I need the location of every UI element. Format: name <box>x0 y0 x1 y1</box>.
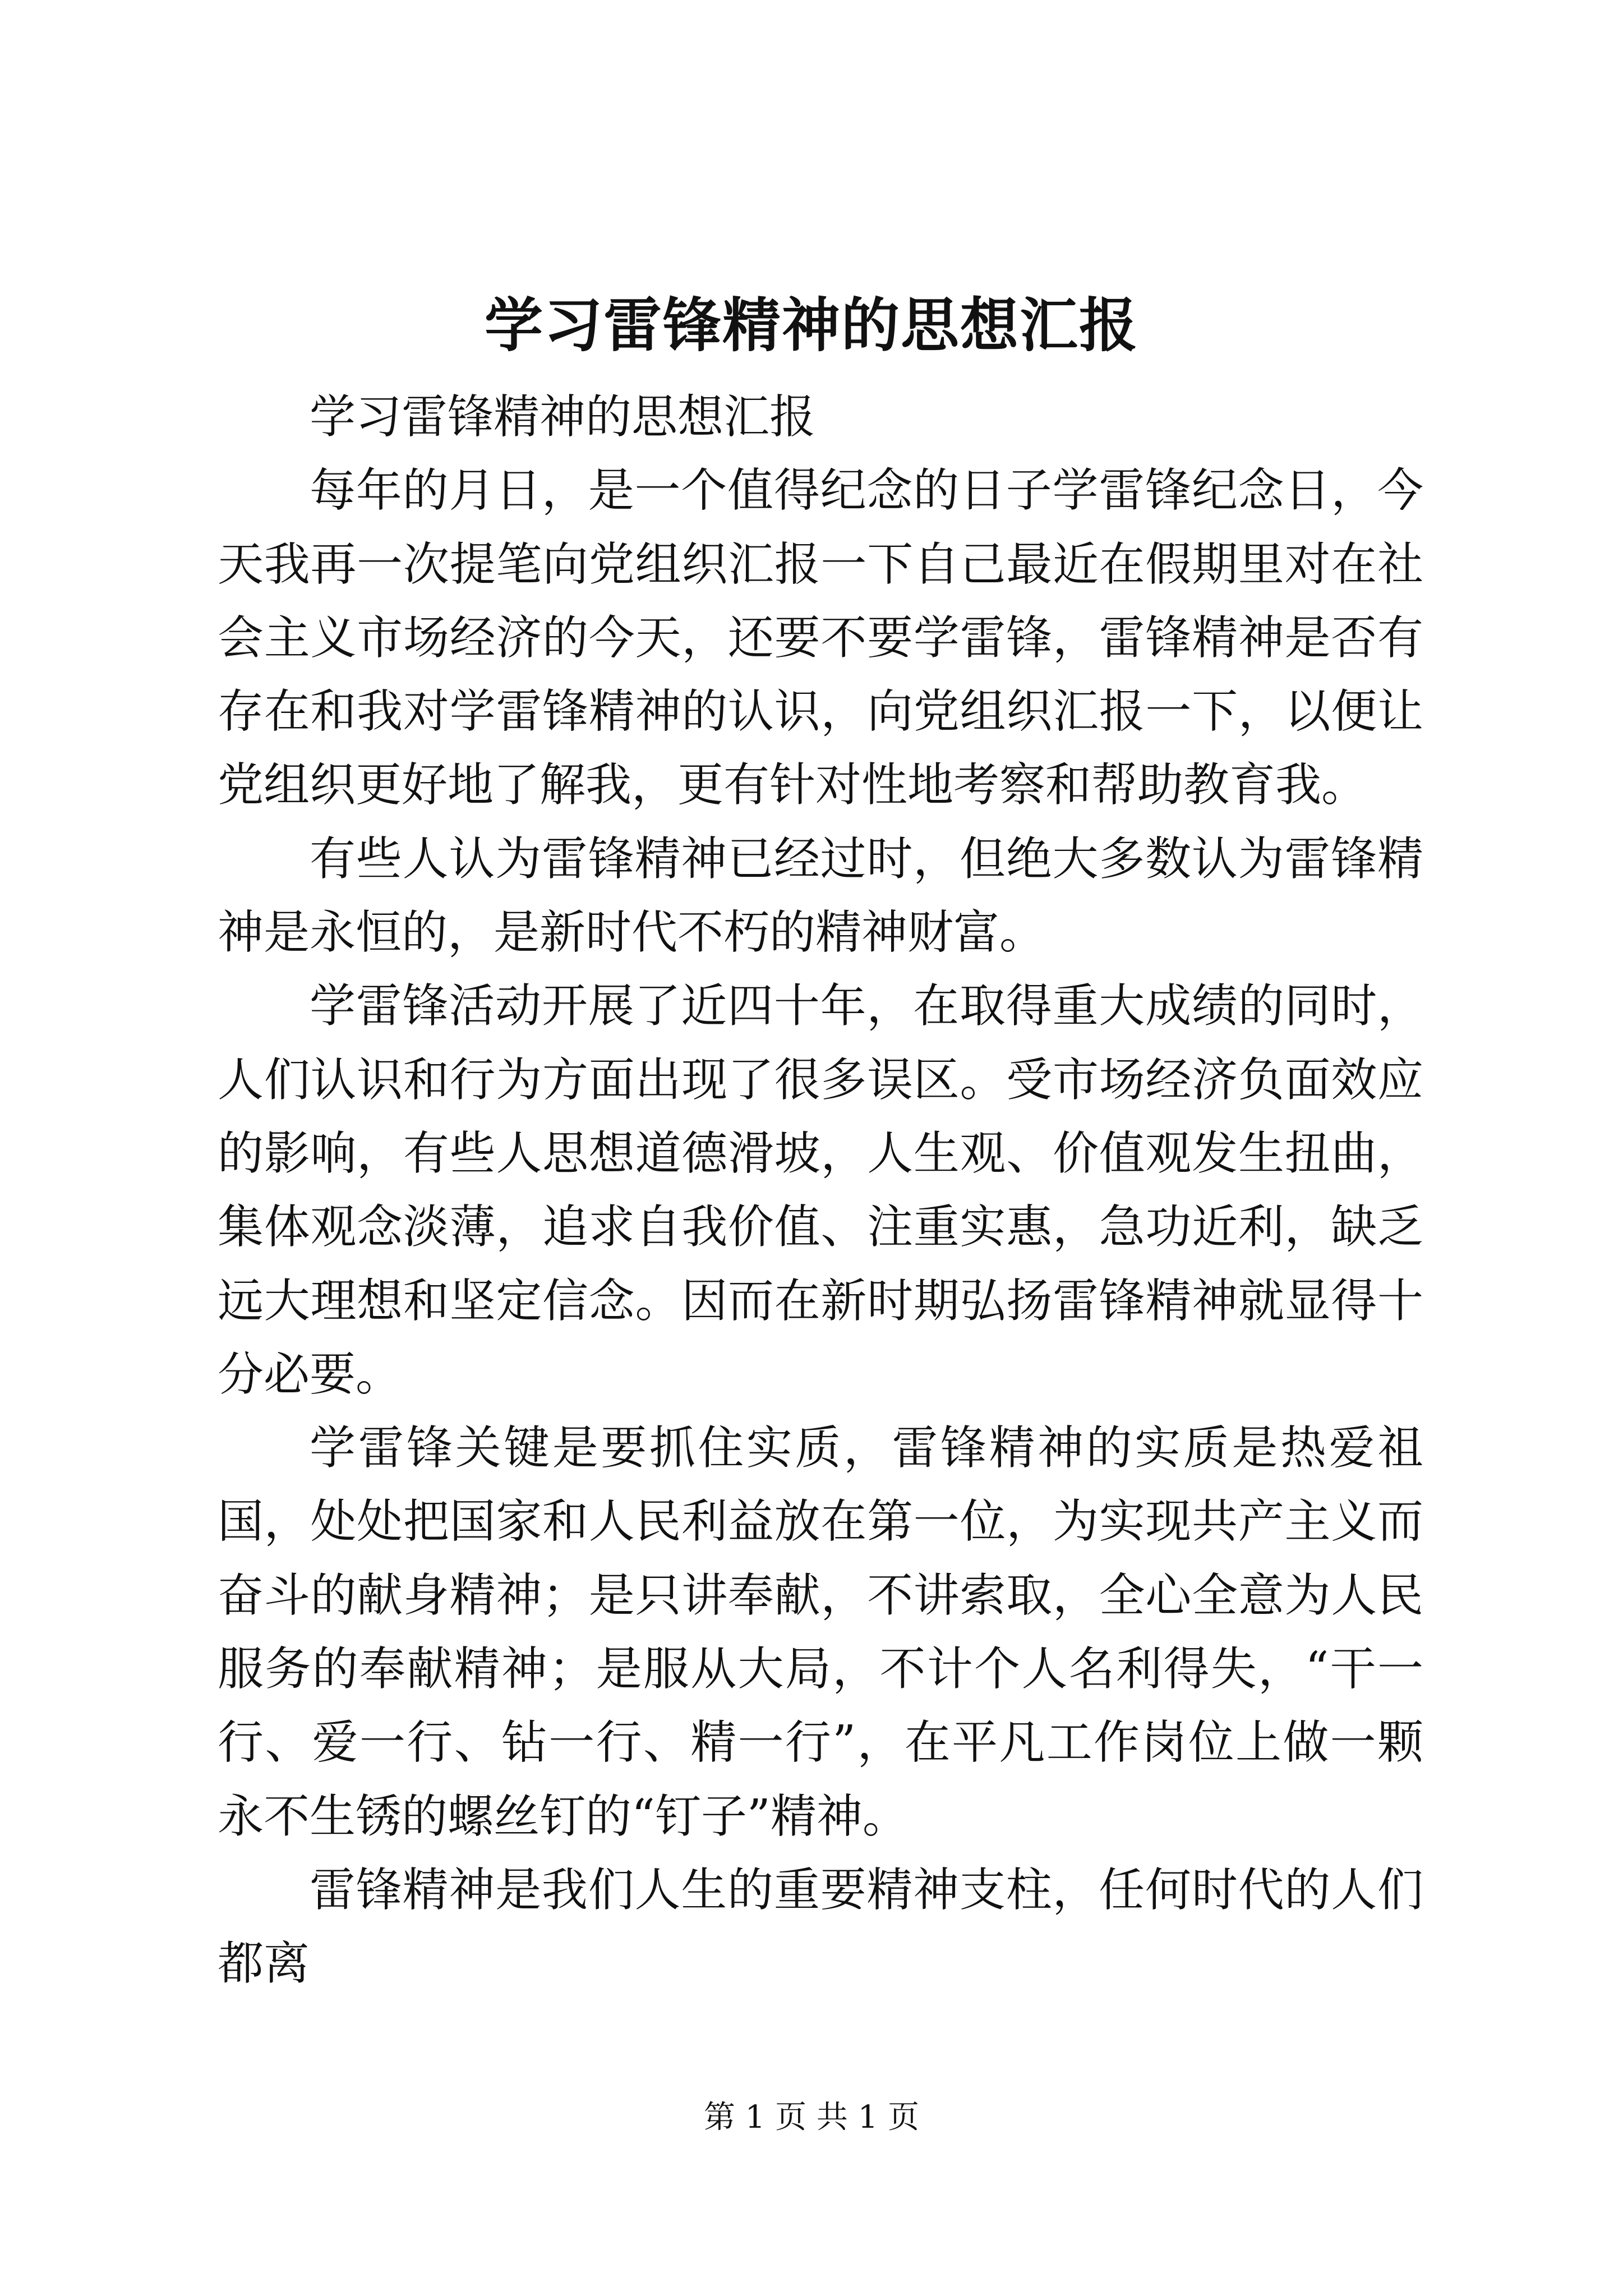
paragraph: 学雷锋活动开展了近四十年，在取得重大成绩的同时，人们认识和行为方面出现了很多误区。受市场经济负面效应的影响，有些人思想道德滑坡，人生观、价值观发生扭曲，集体观念淡薄，追求自我价值、注重实惠，急功近利，缺乏远大理想和坚定信念。因而在新时期弘扬雷锋精神就显得十分必要。 <box>218 979 1423 1401</box>
paragraph: 每年的月日，是一个值得纪念的日子学雷锋纪念日，今天我再一次提笔向党组织汇报一下自己最近在假期里对在社会主义市场经济的今天，还要不要学雷锋，雷锋精神是否有存在和我对学雷锋精神的认识，向党组织汇报一下，以便让党组织更好地了解我，更有针对性地考察和帮助教育我。 <box>218 464 1423 812</box>
document-body <box>218 380 1423 2001</box>
paragraph: 雷锋精神是我们人生的重要精神支柱，任何时代的人们都离 <box>218 1863 1423 1991</box>
paragraph: 学雷锋关键是要抓住实质，雷锋精神的实质是热爱祖国，处处把国家和人民利益放在第一位，为实现共产主义而奋斗的献身精神；是只讲奉献，不讲索取，全心全意为人民服务的奉献精神；是服从大局，不计个人名利得失，“干一行、爱一行、钻一行、精一行”，在平凡工作岗位上做一颗永不生锈的螺丝钉的“钉子”精神。 <box>218 1421 1423 1843</box>
page-footer: 第 1 页 共 1 页 <box>703 2099 920 2136</box>
document-title: 学习雷锋精神的思想汇报 <box>484 291 1138 360</box>
paragraph: 有些人认为雷锋精神已经过时，但绝大多数认为雷锋精神是永恒的，是新时代不朽的精神财富。 <box>218 832 1423 960</box>
paragraph: 学习雷锋精神的思想汇报 <box>310 390 816 444</box>
